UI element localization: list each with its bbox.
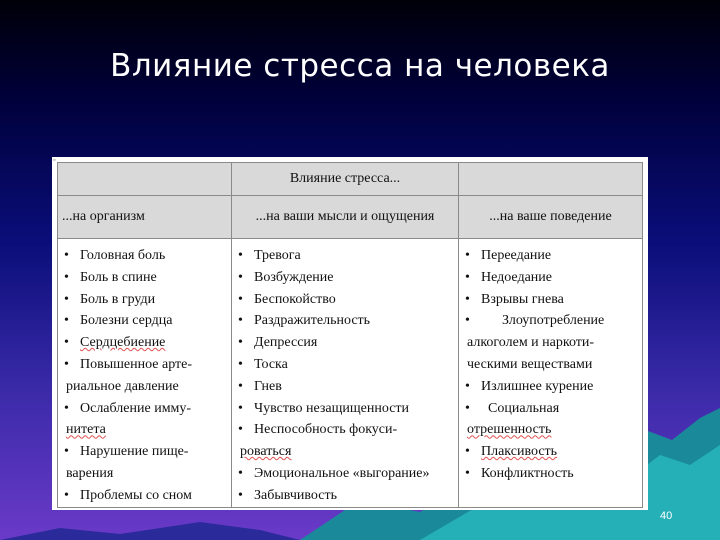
- blank-header-cell: [58, 163, 232, 196]
- slide-title: Влияние стресса на человека: [110, 48, 610, 84]
- list-item: • Головная боль: [62, 245, 231, 267]
- list-item: • Возбуждение: [236, 267, 458, 289]
- table-anchor-icon: ▫: [53, 157, 56, 164]
- list-item: • Неспособность фокуси- роваться: [236, 419, 458, 463]
- list-item: • Излишнее курение: [463, 376, 642, 398]
- list-item: • Гнев: [236, 376, 458, 398]
- mind-list: [232, 239, 458, 507]
- stress-effects-table: [57, 162, 643, 508]
- list-item: • Нарушение пище- варения: [62, 441, 231, 485]
- column-behavior: [459, 239, 643, 508]
- list-item: • Недоедание: [463, 267, 642, 289]
- list-item: • Эмоциональное «выгорание»: [236, 463, 458, 485]
- list-item: • Переедание: [463, 245, 642, 267]
- list-item: • Боль в спине: [62, 267, 231, 289]
- list-item: • Боль в груди: [62, 289, 231, 311]
- column-organism: [58, 239, 232, 508]
- list-item: • Сердцебиение: [62, 332, 231, 354]
- list-item: • Проблемы со сном: [62, 485, 231, 507]
- list-item: • Раздражительность: [236, 310, 458, 332]
- list-item: • Повышенное арте- риальное давление: [62, 354, 231, 398]
- list-item: • Чувство незащищенности: [236, 398, 458, 420]
- column-header-behavior: ...на ваше поведение: [459, 196, 643, 239]
- list-item: • Злоупотребление алкоголем и наркоти- ческими веществами: [463, 310, 642, 375]
- column-mind: [232, 239, 459, 508]
- behavior-list: [459, 239, 642, 485]
- list-item: • Болезни сердца: [62, 310, 231, 332]
- list-item: • Социальная отрешенность: [463, 398, 642, 442]
- list-item: • Забывчивость: [236, 485, 458, 507]
- blank-header-cell: [459, 163, 643, 196]
- list-item: • Депрессия: [236, 332, 458, 354]
- list-item: • Плаксивость: [463, 441, 642, 463]
- column-header-mind: ...на ваши мысли и ощущения: [232, 196, 459, 239]
- list-item: • Тоска: [236, 354, 458, 376]
- main-header: Влияние стресса...: [232, 163, 459, 196]
- list-item: • Конфликтность: [463, 463, 642, 485]
- list-item: • Беспокойство: [236, 289, 458, 311]
- list-item: • Тревога: [236, 245, 458, 267]
- list-item: • Взрывы гнева: [463, 289, 642, 311]
- organism-list: [58, 239, 231, 507]
- list-item: • Ослабление имму- нитета: [62, 398, 231, 442]
- column-header-organism: ...на организм: [58, 196, 232, 239]
- stress-table-container: [52, 157, 648, 510]
- slide-number: 40: [660, 510, 673, 522]
